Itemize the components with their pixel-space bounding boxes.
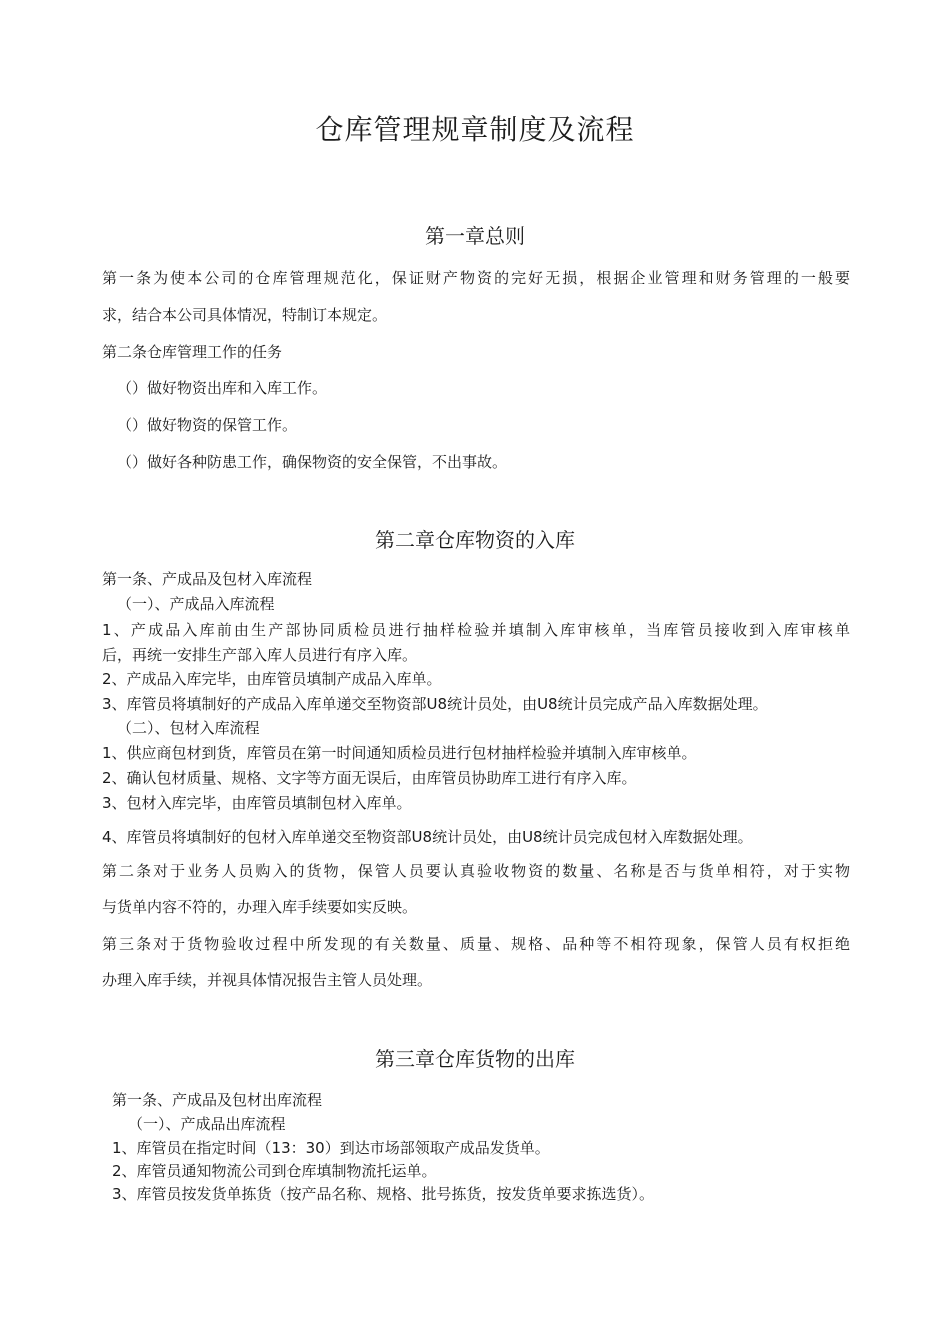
- chapter-3-article-1: 第一条、产成品及包材出库流程: [112, 1091, 323, 1109]
- chapter-3-item-1: 1、库管员在指定时间（13：30）到达市场部领取产成品发货单。: [112, 1139, 550, 1157]
- chapter-1-article-1-line-1: 第一条为使本公司的仓库管理规范化，保证财产物资的完好无损，根据企业管理和财务管理的一般要: [102, 269, 850, 287]
- chapter-2-s1-item-1-line-1: 1、产成品入库前由生产部协同质检员进行抽样检验并填制入库审核单，当库管员接收到入库审核单: [102, 621, 850, 639]
- document-title: 仓库管理规章制度及流程: [315, 113, 635, 146]
- chapter-1-task-2: （）做好物资的保管工作。: [117, 416, 298, 434]
- chapter-2-s2-item-3: 3、包材入库完毕，由库管员填制包材入库单。: [102, 794, 412, 812]
- chapter-2-s2-item-4: 4、库管员将填制好的包材入库单递交至物资部U8统计员处，由U8统计员完成包材入库数据处理。: [102, 828, 753, 846]
- chapter-2-s1-item-1-line-2: 后，再统一安排生产部入库人员进行有序入库。: [102, 646, 418, 664]
- chapter-1-article-2: 第二条仓库管理工作的任务: [102, 343, 283, 361]
- chapter-3-subsection-1: （一）、产成品出库流程: [128, 1115, 286, 1133]
- chapter-1-article-1-line-2: 求，结合本公司具体情况，特制订本规定。: [102, 306, 388, 324]
- chapter-3-heading: 第三章仓库货物的出库: [375, 1047, 575, 1071]
- chapter-3-item-2: 2、库管员通知物流公司到仓库填制物流托运单。: [112, 1162, 437, 1180]
- chapter-2-article-3-line-2: 办理入库手续，并视具体情况报告主管人员处理。: [102, 971, 433, 989]
- chapter-3-item-3: 3、库管员按发货单拣货（按产品名称、规格、批号拣货，按发货单要求拣选货）。: [112, 1185, 655, 1203]
- chapter-2-article-3-line-1: 第三条对于货物验收过程中所发现的有关数量、质量、规格、品种等不相符现象，保管人员有权拒绝: [102, 935, 850, 953]
- chapter-2-s2-item-2: 2、确认包材质量、规格、文字等方面无误后，由库管员协助库工进行有序入库。: [102, 769, 637, 787]
- chapter-2-s2-item-1: 1、供应商包材到货，库管员在第一时间通知质检员进行包材抽样检验并填制入库审核单。: [102, 744, 697, 762]
- chapter-2-s1-item-3: 3、库管员将填制好的产成品入库单递交至物资部U8统计员处，由U8统计员完成产品入库数据处理。: [102, 695, 768, 713]
- chapter-1-task-1: （）做好物资出库和入库工作。: [117, 379, 328, 397]
- chapter-1-heading: 第一章总则: [425, 224, 525, 248]
- chapter-2-article-2-line-1: 第二条对于业务人员购入的货物，保管人员要认真验收物资的数量、名称是否与货单相符，对于实物: [102, 862, 850, 880]
- chapter-2-heading: 第二章仓库物资的入库: [375, 528, 575, 552]
- chapter-2-article-1: 第一条、产成品及包材入库流程: [102, 570, 313, 588]
- chapter-2-subsection-2: （二）、包材入库流程: [117, 719, 260, 737]
- chapter-1-task-3: （）做好各种防患工作，确保物资的安全保管，不出事故。: [117, 453, 508, 471]
- chapter-2-s1-item-2: 2、产成品入库完毕，由库管员填制产成品入库单。: [102, 670, 442, 688]
- chapter-2-subsection-1: （一）、产成品入库流程: [117, 595, 275, 613]
- chapter-2-article-2-line-2: 与货单内容不符的，办理入库手续要如实反映。: [102, 898, 418, 916]
